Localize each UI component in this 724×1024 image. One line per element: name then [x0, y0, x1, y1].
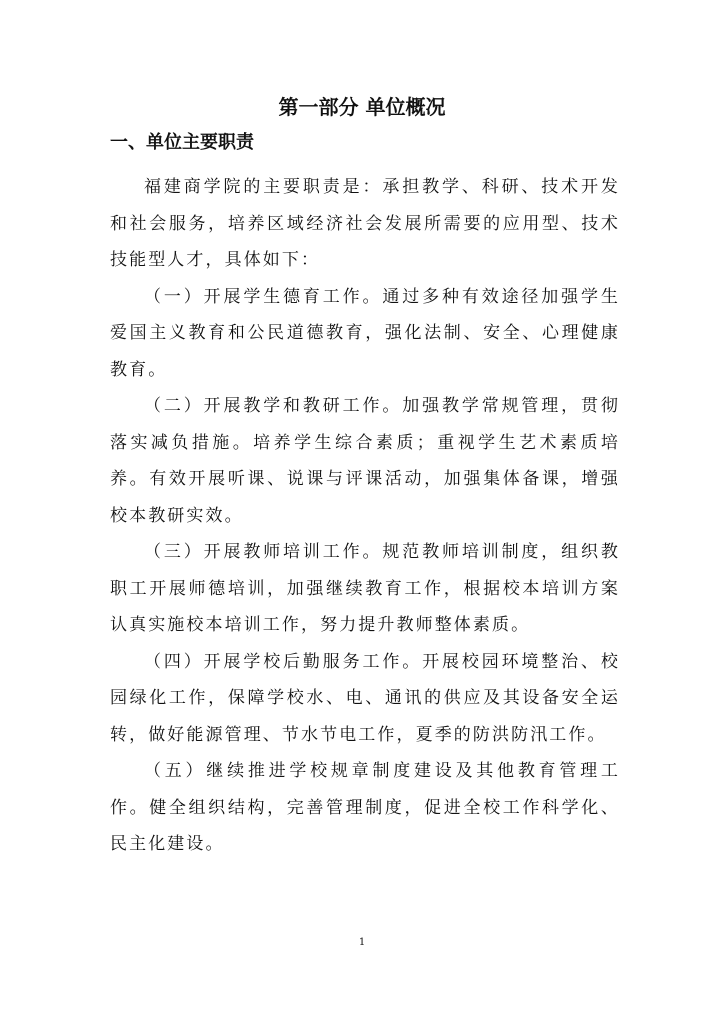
body-text [110, 169, 620, 863]
paragraph-item-2: （二）开展教学和教研工作。加强教学常规管理，贯彻落实减负措施。培养学生综合素质；重视学生艺术素质培养。有效开展听课、说课与评课活动，加强集体备课，增强校本教研实效。 [110, 396, 620, 526]
section-heading: 一、单位主要职责 [110, 132, 254, 153]
paragraph-item-1: （一）开展学生德育工作。通过多种有效途径加强学生爱国主义教育和公民道德教育，强化法制、安全、心理健康教育。 [110, 286, 620, 380]
page-number: 1 [358, 937, 366, 948]
paragraph-item-3: （三）开展教师培训工作。规范教师培训制度，组织教职工开展师德培训，加强继续教育工作，根据校本培训方案认真实施校本培训工作，努力提升教师整体素质。 [110, 542, 620, 635]
paragraph-item-5: （五）继续推进学校规章制度建设及其他教育管理工作。健全组织结构，完善管理制度，促进全校工作科学化、民主化建设。 [110, 761, 620, 854]
paragraph-intro: 福建商学院的主要职责是：承担教学、科研、技术开发和社会服务，培养区域经济社会发展所需要的应用型、技术技能型人才，具体如下： [110, 177, 620, 270]
page-title: 第一部分 单位概况 [278, 95, 446, 119]
paragraph-item-4: （四）开展学校后勤服务工作。开展校园环境整治、校园绿化工作，保障学校水、电、通讯的供应及其设备安全运转，做好能源管理、节水节电工作，夏季的防洪防汛工作。 [110, 651, 620, 745]
